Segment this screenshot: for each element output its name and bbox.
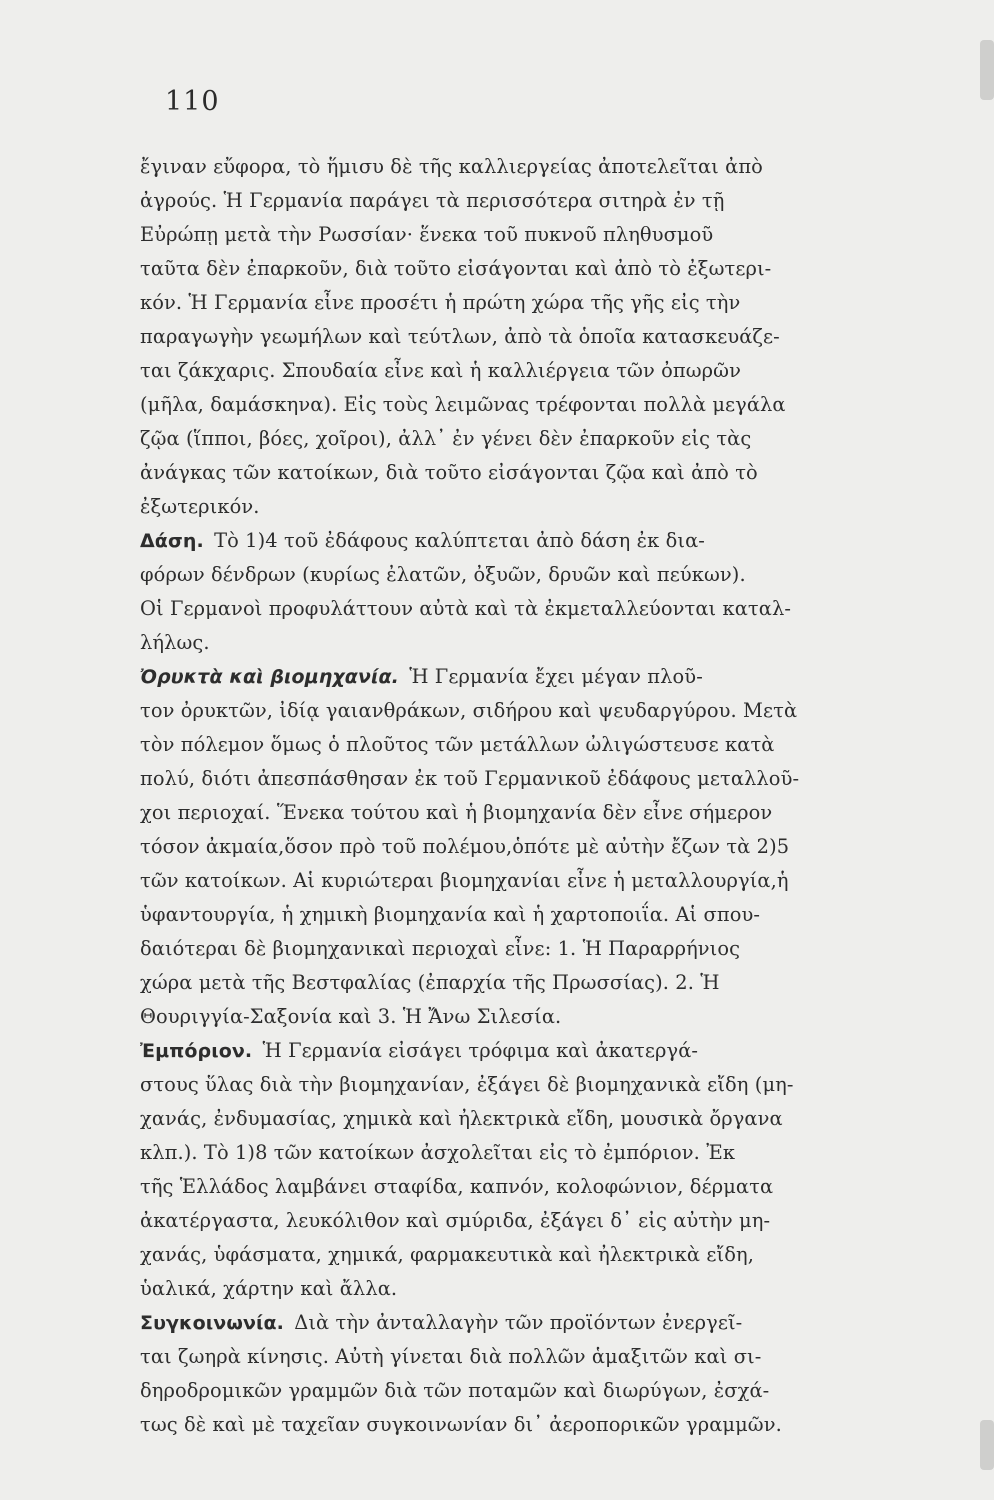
section-line-minerals-industry: Ὀρυκτὰ καὶ βιομηχανία. Ἡ Γερμανία ἔχει μέγαν πλοῦ-: [140, 665, 703, 688]
text-line: ται ζωηρὰ κίνησις. Αὐτὴ γίνεται διὰ πολλῶν ἁμαξιτῶν καὶ σι-: [140, 1345, 762, 1368]
text-line: πολύ, διότι ἀπεσπάσθησαν ἐκ τοῦ Γερμανικοῦ ἐδάφους μεταλλοῦ-: [140, 767, 800, 790]
text-line: χοι περιοχαί. Ἕνεκα τούτου καὶ ἡ βιομηχανία δὲν εἶνε σήμερον: [140, 801, 773, 824]
page-edge-shadow: [980, 1420, 994, 1470]
text-line: ἔγιναν εὔφορα, τὸ ἥμισυ δὲ τῆς καλλιεργείας ἀποτελεῖται ἀπὸ: [140, 155, 763, 178]
text-line: (μῆλα, δαμάσκηνα). Εἰς τοὺς λειμῶνας τρέφονται πολλὰ μεγάλα: [140, 393, 786, 416]
text-line: ται ζάκχαρις. Σπουδαία εἶνε καὶ ἡ καλλιέργεια τῶν ὀπωρῶν: [140, 359, 741, 382]
text-line: κόν. Ἡ Γερμανία εἶνε προσέτι ἡ πρώτη χώρα τῆς γῆς εἰς τὴν: [140, 291, 741, 314]
text-line: Οἱ Γερμανοὶ προφυλάττουν αὐτὰ καὶ τὰ ἐκμεταλλεύονται καταλ-: [140, 597, 791, 620]
text-line: φόρων δένδρων (κυρίως ἐλατῶν, ὀξυῶν, δρυῶν καὶ πεύκων).: [140, 563, 746, 586]
text-line: Θουριγγία-Σαξονία καὶ 3. Ἡ Ἄνω Σιλεσία.: [140, 1005, 562, 1028]
section-heading-commerce: Ἐμπόριον.: [140, 1040, 253, 1062]
text-line: ἀγρούς. Ἡ Γερμανία παράγει τὰ περισσότερα σιτηρὰ ἐν τῇ: [140, 189, 725, 212]
text-line: τον ὀρυκτῶν, ἰδίᾳ γαιανθράκων, σιδήρου καὶ ψευδαργύρου. Μετὰ: [140, 699, 798, 722]
text-line: ἀνάγκας τῶν κατοίκων, διὰ τοῦτο εἰσάγονται ζῷα καὶ ἀπὸ τὸ: [140, 461, 758, 484]
text-line: χανάς, ὑφάσματα, χημικά, φαρμακευτικὰ καὶ ἠλεκτρικὰ εἴδη,: [140, 1243, 754, 1266]
text-line: χώρα μετὰ τῆς Βεστφαλίας (ἐπαρχία τῆς Πρωσσίας). 2. Ἡ: [140, 971, 720, 994]
text-line: χανάς, ἐνδυμασίας, χημικὰ καὶ ἠλεκτρικὰ εἴδη, μουσικὰ ὄργανα: [140, 1107, 783, 1130]
section-line-communication: Συγκοινωνία. Διὰ τὴν ἀνταλλαγὴν τῶν προϊόντων ἐνεργεῖ-: [140, 1311, 743, 1334]
section-heading-forests: Δάση.: [140, 530, 204, 552]
text-line: ταῦτα δὲν ἐπαρκοῦν, διὰ τοῦτο εἰσάγονται καὶ ἀπὸ τὸ ἐξωτερι-: [140, 257, 772, 280]
text-line: τὸν πόλεμον ὅμως ὁ πλοῦτος τῶν μετάλλων ὠλιγώστευσε κατὰ: [140, 733, 775, 756]
text-line: δηροδρομικῶν γραμμῶν διὰ τῶν ποταμῶν καὶ διωρύγων, ἐσχά-: [140, 1379, 770, 1402]
text-line: τως δὲ καὶ μὲ ταχεῖαν συγκοινωνίαν δι᾽ ἀεροπορικῶν γραμμῶν.: [140, 1413, 782, 1436]
page-edge-shadow: [980, 40, 994, 100]
text-line: Εὐρώπῃ μετὰ τὴν Ρωσσίαν· ἕνεκα τοῦ πυκνοῦ πληθυσμοῦ: [140, 223, 714, 246]
text-line: ὑφαντουργία, ἡ χημικὴ βιομηχανία καὶ ἡ χαρτοποιΐα. Αἱ σπου-: [140, 903, 761, 926]
text-line: ἐξωτερικόν.: [140, 495, 260, 518]
text-line: τῶν κατοίκων. Αἱ κυριώτεραι βιομηχανίαι εἶνε ἡ μεταλλουργία,ἡ: [140, 869, 789, 892]
text-line: λήλως.: [140, 631, 210, 654]
text-line: στους ὕλας διὰ τὴν βιομηχανίαν, ἐξάγει δὲ βιομηχανικὰ εἴδη (μη-: [140, 1073, 794, 1096]
text-line: δαιότεραι δὲ βιομηχανικαὶ περιοχαὶ εἶνε: 1. Ἡ Παραρρήνιος: [140, 937, 741, 960]
text-line: κλπ.). Τὸ 1)8 τῶν κατοίκων ἀσχολεῖται εἰς τὸ ἐμπόριον. Ἐκ: [140, 1141, 736, 1164]
body-text: [140, 150, 885, 1442]
text-line: ζῷα (ἵπποι, βόες, χοῖροι), ἀλλ᾽ ἐν γένει δὲν ἐπαρκοῦν εἰς τὰς: [140, 427, 752, 450]
text-line: ὑαλικά, χάρτην καὶ ἄλλα.: [140, 1277, 398, 1300]
page-number: 110: [165, 86, 220, 117]
section-line-forests: Δάση. Τὸ 1)4 τοῦ ἐδάφους καλύπτεται ἀπὸ δάση ἐκ δια-: [140, 529, 705, 552]
section-heading-communication: Συγκοινωνία.: [140, 1312, 284, 1334]
text-line: ἀκατέργαστα, λευκόλιθον καὶ σμύριδα, ἐξάγει δ᾽ εἰς αὐτὴν μη-: [140, 1209, 771, 1232]
section-heading-minerals-industry: Ὀρυκτὰ καὶ βιομηχανία.: [140, 666, 399, 688]
text-line: παραγωγὴν γεωμήλων καὶ τεύτλων, ἀπὸ τὰ ὁποῖα κατασκευάζε-: [140, 325, 780, 348]
section-line-commerce: Ἐμπόριον. Ἡ Γερμανία εἰσάγει τρόφιμα καὶ ἀκατεργά-: [140, 1039, 699, 1062]
text-line: τῆς Ἑλλάδος λαμβάνει σταφίδα, καπνόν, κολοφώνιον, δέρματα: [140, 1175, 774, 1198]
text-line: τόσον ἀκμαία,ὅσον πρὸ τοῦ πολέμου,ὁπότε μὲ αὐτὴν ἔζων τὰ 2)5: [140, 835, 790, 858]
